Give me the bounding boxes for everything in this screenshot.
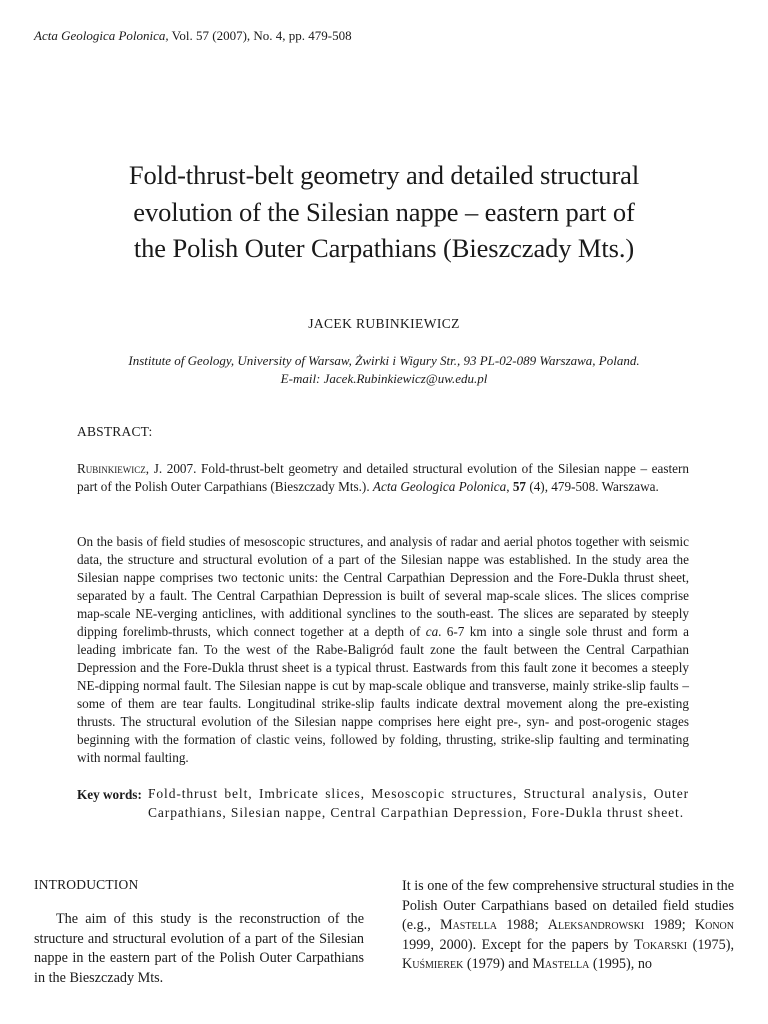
body-text: 1989; <box>644 917 695 933</box>
citation-volume: 57 <box>512 479 527 494</box>
citation-author: Rubinkiewicz <box>77 461 146 476</box>
abstract-citation <box>77 460 689 496</box>
left-column <box>34 910 364 988</box>
cited-author: Tokarski <box>633 936 688 953</box>
cited-author: Kuśmierek <box>402 956 464 972</box>
abstract-body <box>77 533 689 767</box>
title-line: evolution of the Silesian nappe – eastern part of <box>133 196 635 227</box>
keywords-label: Key words: <box>77 787 142 802</box>
abstract-heading: ABSTRACT: <box>77 424 153 439</box>
author-name: JACEK RUBINKIEWICZ <box>308 316 460 331</box>
author-email: E-mail: Jacek.Rubinkiewicz@uw.edu.pl <box>280 370 488 386</box>
abstract-text: . 6-7 km into a single sole thrust and form a leading imbricate fan. To the west of the Rabe-Baligród fault zone the fault between the Central Carpathian Depression and the Fore-Dukla thrust sheet is a typical thrust. Eastwards from this fault zone it becomes a steeply NE-dipping normal fault. The Silesian nappe is cut by map-scale oblique and transverse, mainly strike-slip faults – some of them are tear faults. Longitudinal strike-slip faults indicate dextral movement along the pre-existing thrusts. The structural evolution of the Silesian nappe comprises here eight pre-, syn- and post-orogenic stages beginning with the formation of clastic veins, followed by folding, thrusting, strike-slip faulting and terminating with normal faulting. <box>77 624 689 765</box>
citation-comma: , <box>506 479 513 494</box>
cited-author: Aleksandrowski <box>547 917 645 933</box>
cited-author: Konon <box>694 917 734 933</box>
citation-text: , J. 2007. Fold-thrust-belt geometry and detailed structural evolution of the Silesian nappe – eastern part of the Polish Outer Carpathians (Bieszczady Mts.). <box>77 461 689 494</box>
keywords-text: Fold-thrust belt, Imbricate slices, Mesoscopic structures, Structural analysis, Outer Carpathians, Silesian nappe, Central Carpathian Depression, Fore-Dukla thrust sheet. <box>148 786 689 820</box>
introduction-heading: INTRODUCTION <box>34 877 139 892</box>
body-text: (1979) and <box>463 956 533 972</box>
journal-details: Vol. 57 (2007), No. 4, pp. 479-508 <box>168 28 352 43</box>
journal-reference <box>34 28 352 44</box>
body-text: (1995), no <box>589 956 653 972</box>
affiliation <box>0 352 768 387</box>
intro-paragraph-continued <box>402 877 734 975</box>
intro-paragraph: The aim of this study is the reconstruction of the structure and structural evolution of a part of the Silesian nappe in the eastern part of the Polish Outer Carpathians in the Bieszczady Mts. <box>34 911 364 986</box>
abstract-ca: ca <box>425 624 439 639</box>
cited-author: Mastella <box>439 917 498 933</box>
affiliation-address: Institute of Geology, University of Warsaw, Żwirki i Wigury Str., 93 PL-02-089 Warszawa, Poland. <box>128 353 640 368</box>
paper-title <box>40 157 728 267</box>
right-column <box>402 877 734 975</box>
body-text: 1999, 2000). Except for the papers by <box>402 936 634 953</box>
journal-name: Acta Geologica Polonica, <box>34 28 169 43</box>
citation-journal: Acta Geologica Polonica <box>372 479 507 494</box>
body-text: (1975), <box>687 936 734 953</box>
cited-author: Mastella <box>532 956 590 972</box>
body-text: 1988; <box>497 917 548 933</box>
title-line: the Polish Outer Carpathians (Bieszczady Mts.) <box>133 233 635 263</box>
body-text: It is one of the few comprehensive structural studies in the Polish Outer Carpathians based on detailed field studies (e.g., <box>402 878 734 933</box>
abstract-text: On the basis of field studies of mesoscopic structures, and analysis of radar and aerial photos together with seismic data, the structure and structural evolution of a part of the Silesian nappe was established. In the study area the Silesian nappe comprises two tectonic units: the Central Carpathian Depression and the Fore-Dukla thrust sheet, separated by a fault. The Central Carpathian Depression is built of several map-scale slices. The slices comprise map-scale NE-verging anticlines, with additional synclines to the south-east. The slices are separated by steeply dipping forelimb-thrusts, which connect together at a depth of <box>77 534 689 639</box>
citation-pages: (4), 479-508. Warszawa. <box>526 479 659 494</box>
title-line: Fold-thrust-belt geometry and detailed structural <box>128 160 640 190</box>
